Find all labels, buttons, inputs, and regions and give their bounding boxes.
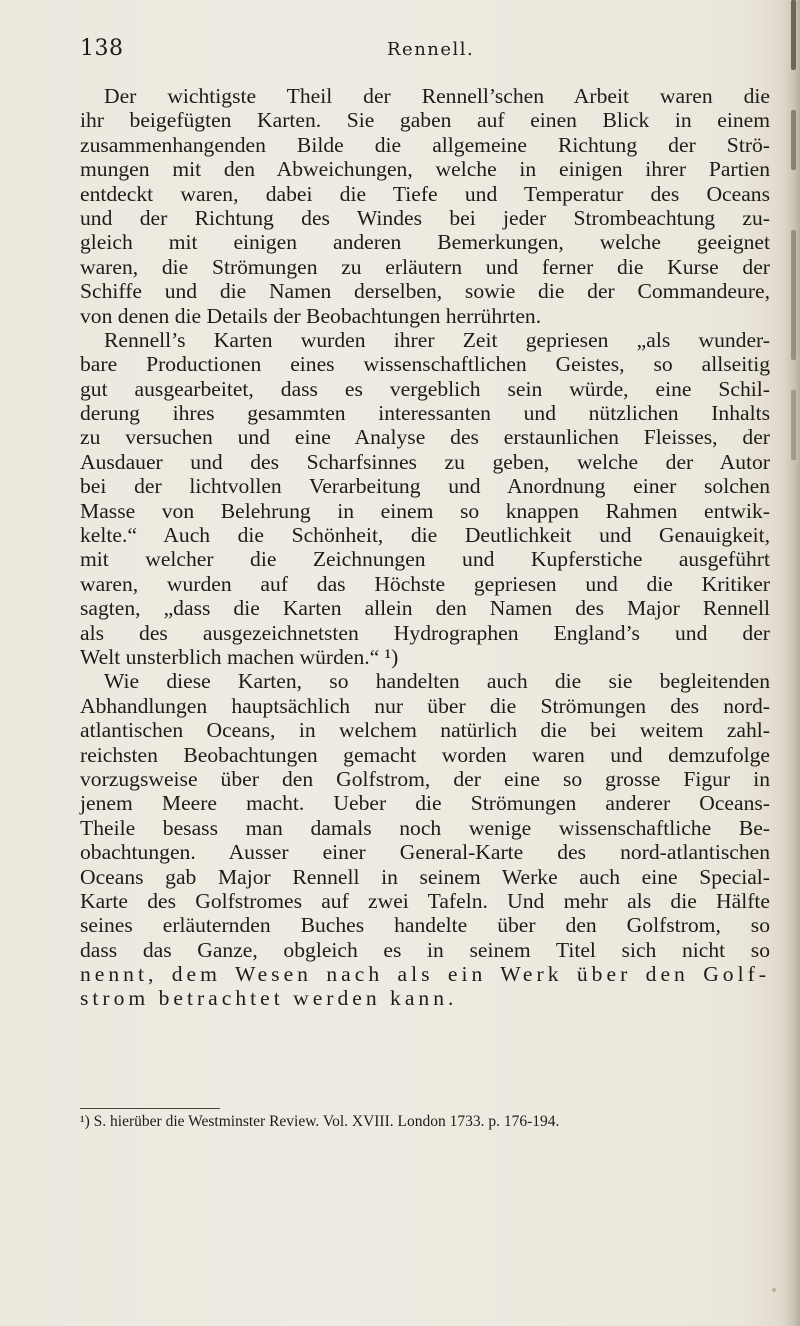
- text-line: kelte.“ Auch die Schönheit, die Deutlichkeit und Genauigkeit,: [80, 523, 770, 548]
- text-line: derung ihres gesammten interessanten und nützlichen Inhalts: [80, 401, 770, 426]
- text-line-spaced: strom betrachtet werden kann.: [80, 986, 458, 1011]
- page-header: [80, 36, 770, 66]
- text-line: Wie diese Karten, so handelten auch die sie begleitenden: [104, 669, 770, 694]
- text-line: Ausdauer und des Scharfsinnes zu geben, welche der Autor: [80, 449, 770, 474]
- footnote: ¹) S. hierüber die Westminster Review. Vol. XVIII. London 1733. p. 176-194.: [80, 1113, 560, 1130]
- text-line: dass das Ganze, obgleich es in seinem Titel sich nicht so: [80, 937, 770, 962]
- running-head: Rennell.: [387, 39, 475, 60]
- text-line: zu versuchen und eine Analyse des erstaunlichen Fleisses, der: [80, 425, 770, 450]
- text-line: gleich mit einigen anderen Bemerkungen, welche geeignet: [80, 230, 770, 255]
- text-line: sagten, „dass die Karten allein den Namen des Major Rennell: [80, 596, 770, 621]
- text-line: Abhandlungen hauptsächlich nur über die Strömungen des nord-: [80, 693, 770, 718]
- text-line: Schiffe und die Namen derselben, sowie die der Commandeure,: [80, 279, 770, 304]
- text-line: waren, wurden auf das Höchste gepriesen und die Kritiker: [80, 571, 770, 596]
- paper-speck: [772, 1288, 776, 1292]
- text-line: mit welcher die Zeichnungen und Kupferstiche ausgeführt: [80, 547, 770, 572]
- page-edge-mark: [791, 230, 796, 360]
- text-line: zusammenhangenden Bilde die allgemeine Richtung der Strö-: [80, 132, 770, 157]
- text-line: Der wichtigste Theil der Rennell’schen Arbeit waren die: [104, 84, 770, 108]
- footnote-divider: [80, 1108, 220, 1109]
- text-line: seines erläuternden Buches handelte über den Golfstrom, so: [80, 913, 770, 938]
- text-line: jenem Meere macht. Ueber die Strömungen anderer Oceans-: [80, 791, 770, 816]
- text-line: Oceans gab Major Rennell in seinem Werke auch eine Special-: [80, 864, 770, 889]
- text-line: Masse von Belehrung in einem so knappen Rahmen entwik-: [80, 498, 770, 523]
- text-line: reichsten Beobachtungen gemacht worden waren und demzufolge: [80, 742, 770, 767]
- page-edge-shadow: [782, 0, 800, 1326]
- text-line: Karte des Golfstromes auf zwei Tafeln. Und mehr als die Hälfte: [80, 888, 770, 913]
- text-line: entdeckt waren, dabei die Tiefe und Temperatur des Oceans: [80, 181, 770, 206]
- text-line: von denen die Details der Beobachtungen herrührten.: [80, 303, 542, 328]
- text-line: vorzugsweise über den Golfstrom, der eine so grosse Figur in: [80, 766, 770, 791]
- text-line: Rennell’s Karten wurden ihrer Zeit gepriesen „als wunder-: [104, 327, 770, 352]
- text-line: Welt unsterblich machen würden.“ ¹): [80, 644, 399, 669]
- text-line: als des ausgezeichnetsten Hydrographen England’s und der: [80, 620, 770, 645]
- text-line: ihr beigefügten Karten. Sie gaben auf einen Blick in einem: [80, 108, 770, 133]
- body-text: [80, 84, 770, 1011]
- text-line: bei der lichtvollen Verarbeitung und Anordnung einer solchen: [80, 474, 770, 499]
- text-line: obachtungen. Ausser einer General-Karte des nord-atlantischen: [80, 840, 770, 865]
- text-line: und der Richtung des Windes bei jeder Strombeachtung zu-: [80, 205, 770, 230]
- text-line: Theile besass man damals noch wenige wissenschaftliche Be-: [80, 815, 770, 840]
- page-number: 138: [80, 36, 124, 61]
- text-line: bare Productionen eines wissenschaftlichen Geistes, so allseitig: [80, 352, 770, 377]
- text-line: waren, die Strömungen zu erläutern und ferner die Kurse der: [80, 254, 770, 279]
- page-edge-mark: [791, 390, 796, 460]
- text-line: atlantischen Oceans, in welchem natürlich die bei weitem zahl-: [80, 718, 770, 743]
- text-line-spaced: nennt, dem Wesen nach als ein Werk über den Golf-: [80, 962, 770, 987]
- page-edge-mark: [791, 0, 796, 70]
- page-edge-mark: [791, 110, 796, 170]
- text-line: mungen mit den Abweichungen, welche in einigen ihrer Partien: [80, 157, 770, 182]
- text-line: gut ausgearbeitet, dass es vergeblich sein würde, eine Schil-: [80, 376, 770, 401]
